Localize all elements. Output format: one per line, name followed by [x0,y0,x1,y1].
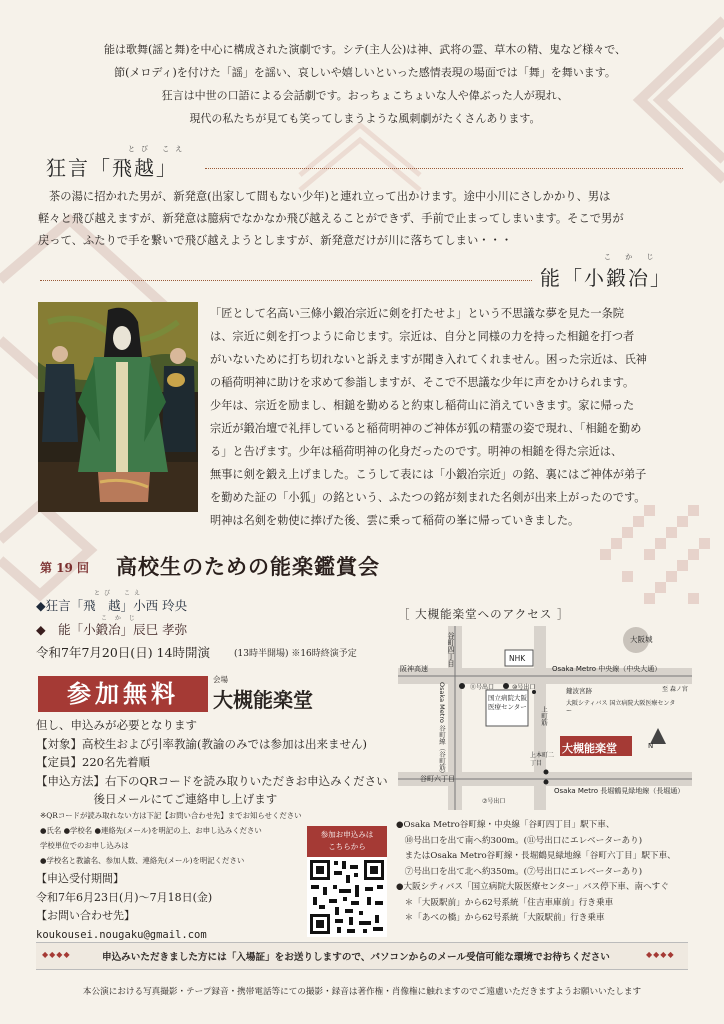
map-label-hanshin: 阪神高速 [400,665,428,673]
direction-line: ＊「あべの橋」から62号系統「大阪駅前」行き乗車 [396,913,605,923]
note-line: ●氏名 ●学校名 ●連絡先(メール)を明記の上、お申し込みください [40,826,262,835]
direction-line: ●大阪シティバス「国立病院大阪医療センター」バス停下車、南へすぐ [396,882,669,892]
noh-ruby: こ か じ [604,253,660,261]
contact-email[interactable]: koukousei.nougaku@gmail.com [36,928,207,941]
ticket-notice: 申込みいただきました方には「入場証」をお送りしますので、パソコンからのメール受信可能な環境でお待ちください [102,952,610,963]
detail-line: 後日メールにてご連絡申し上げます [36,792,278,806]
intro-text [60,38,670,130]
intro-line: 狂言は中世の口語による会話劇です。おっちょこちょいな人や偉ぶった人が現れ、 [161,89,569,102]
free-admission-banner: 参加無料 [38,676,208,712]
event-number: 第 19 回 [40,561,90,575]
map-label-tanimachi4: 谷町四丁目 [447,632,455,667]
map-label-morinomiya: 至 森ノ宮 [662,686,688,693]
access-directions [396,818,676,927]
detail-line: 但し、申込みが必要となります [36,718,197,732]
intro-line: 現代の私たちが見ても笑ってしまうような風刺劇がたくさんあります。 [189,112,541,125]
kyogen-divider [205,168,683,169]
kyogen-line: 茶の湯に招かれた男が、新発意(出家して間もない少年)と連れ立って出かけます。途中小川にさしかかり、男は [49,190,611,203]
detail-line: 【定員】220名先着順 [36,755,150,769]
noh-divider [40,280,532,281]
ticket-notice-bar [36,942,688,970]
noh-line: 宗近が鍛冶壇で礼拝していると稲荷明神のご神体が狐の精霊の姿で現れ、「相鎚を勤め [210,422,642,435]
program-kyogen: ◆狂言「飛 越」小西 玲央 [36,598,188,613]
direction-line: ●Osaka Metro谷町線・中央線「谷町四丁目」駅下車、 [396,820,615,830]
kyogen-line: 戻って、ふたりで手を繋いで飛び越えようとしますが、新発意だけが川に落ちてしまい・・・ [38,234,513,247]
qr-code[interactable] [307,857,387,937]
direction-line: またはOsaka Metro谷町線・長堀鶴見緑地線「谷町六丁目」駅下車、 [396,851,676,861]
period-value: 令和7年6月23日(月)〜7月18日(金) [36,890,213,904]
application-info [36,870,212,944]
map-label-bus-stop: 鍵波宮跡 [566,687,592,695]
noh-line: の稲荷明神に助けを求めて参詣しますが、そこで不思議な少年に声をかけられます。 [210,376,635,389]
direction-line: ＊「大阪駅前」から62号系統「住吉車庫前」行き乗車 [396,897,614,908]
period-label: 【申込受付期間】 [36,872,124,885]
qr-caption-line: 参加お申込みは [320,830,374,839]
direction-line: ⑩号出口を出て南へ約300m。(⑪号出口にエレベーターあり) [396,835,643,846]
map-label-hospital: 国立病院大阪医療センター [488,694,527,711]
event-date: 令和7年7月20日(日) 14時開演 [36,645,210,660]
kyogen-line: 軽々と飛び越えますが、新発意は臆病でなかなか飛び越えることができず、手前で止まってしまいます。そこで男が [38,212,624,225]
note-line: 学校単位でのお申し込みは [40,841,129,850]
footer-note: 本公演における写真撮影・テープ録音・携帯電話等にての撮影・録音は著作権・肖像権に触れますのでご遠慮いただきますようお願いいたします [82,987,642,997]
noh-line: は、宗近に剣を打つように命じます。宗近は、自分と同様の力を持った相鎚を打つ者 [210,330,635,343]
venue-caption: 会場 [213,675,228,684]
noh-line: 少年は、宗近を励まし、相鎚を勤めると約束し稲荷山に消えていきます。家に帰った [210,399,635,412]
map-label-uehon: 上本町二丁目 [530,752,555,767]
kyogen-ruby: とび こえ [128,145,189,153]
noh-performance-photo [38,302,198,512]
qr-caption [307,826,387,857]
map-label-exit7: ⑦号出口 [482,798,506,805]
noh-line: がいないために打ち切れないと訴えますが聞き入れてくれません。困った宗近は、氏神 [210,353,647,366]
direction-line: ⑦号出口を出て北へ約350m。(⑦号出口にエレベーターあり) [396,866,643,877]
noh-title: 能「小鍛冶」 [540,266,672,290]
noh-line: る」と告げます。少年は稲荷明神の化身だったのです。明神の相鎚を得た宗近は、 [210,445,623,458]
map-label-north: N [648,742,654,750]
intro-line: 能は歌舞(謡と舞)を中心に構成された演劇です。シテ(主人公)は神、武将の霊、草木の精、鬼など様々で、 [103,43,627,56]
map-label-uemachi: 上町筋 [540,706,548,726]
program-noh: ◆ 能「小鍛冶」辰巳 孝弥 [36,622,188,637]
detail-line: 【申込方法】右下のQRコードを読み取りいただきお申込みください [36,773,388,788]
map-label-bus-stop2: 大阪シティバス 国立病院大阪医療センター [566,700,676,715]
map-label-osaka-castle: 大阪城 [630,635,653,644]
intro-line: 節(メロディ)を付けた「謡」を謡い、哀しいや嬉しいといった感情表現の場面では「舞」を舞います。 [114,66,616,79]
notice-diamonds-right: ◆◆◆◆ [646,950,675,959]
program-ruby: こ か じ [101,615,138,622]
note-line: ●学校名と教諭名、参加人数、連絡先(メール)を明記ください [40,856,245,865]
kyogen-title: 狂言「飛越」 [46,156,178,180]
event-details [36,716,388,809]
event-notes [40,808,302,868]
map-label-exit11: ⑪号出口 [470,684,495,691]
map-label-tanimachi-line: Osaka Metro 谷町線（谷町筋） [438,682,446,777]
map-label-tanimachi6: 谷町六丁目 [420,775,455,783]
event-title: 高校生のための能楽鑑賞会 [116,554,380,579]
map-label-nhk: NHK [509,654,526,663]
map-label-exit10: ⑩号出口 [512,684,536,691]
program-ruby: とび こえ [94,590,145,597]
noh-body [210,302,647,532]
noh-line: 「匠として名高い三條小鍛冶宗近に剣を打たせよ」という不思議な夢を見た一条院 [210,307,624,320]
map-label-nagahori-line: Osaka Metro 長堀鶴見緑地線（長堀通） [554,787,685,795]
access-title: ［ 大槻能楽堂へのアクセス ］ [398,607,570,621]
venue-name: 大槻能楽堂 [213,688,313,712]
noh-line: 無事に剣を鍛え上げました。こうして表には「小鍛冶宗近」の銘、裏にはご神体が弟子 [210,468,647,481]
map-label-chuo-line: Osaka Metro 中央線（中央大通） [552,665,662,673]
notice-diamonds-left: ◆◆◆◆ [42,950,71,959]
event-date-note: (13時半開場) ※16時終演予定 [234,649,357,659]
map-label-venue: 大槻能楽堂 [562,742,617,755]
detail-line: 【対象】高校生および引率教諭(教諭のみでは参加は出来ません) [36,736,367,751]
note-line: ※QRコードが読み取れない方は下記【お問い合わせ先】までお知らせください [40,811,302,820]
qr-caption-line: こちらから [328,842,366,851]
contact-label: 【お問い合わせ先】 [36,909,135,922]
kyogen-body [38,186,624,252]
noh-line: 明神は名剣を勅使に捧げた後、雲に乗って稲荷の峯に帰っていきました。 [210,514,580,527]
noh-line: を勤めた証の「小狐」の銘という、ふたつの銘が刻まれた名剣が出来上がったのです。 [210,491,646,504]
